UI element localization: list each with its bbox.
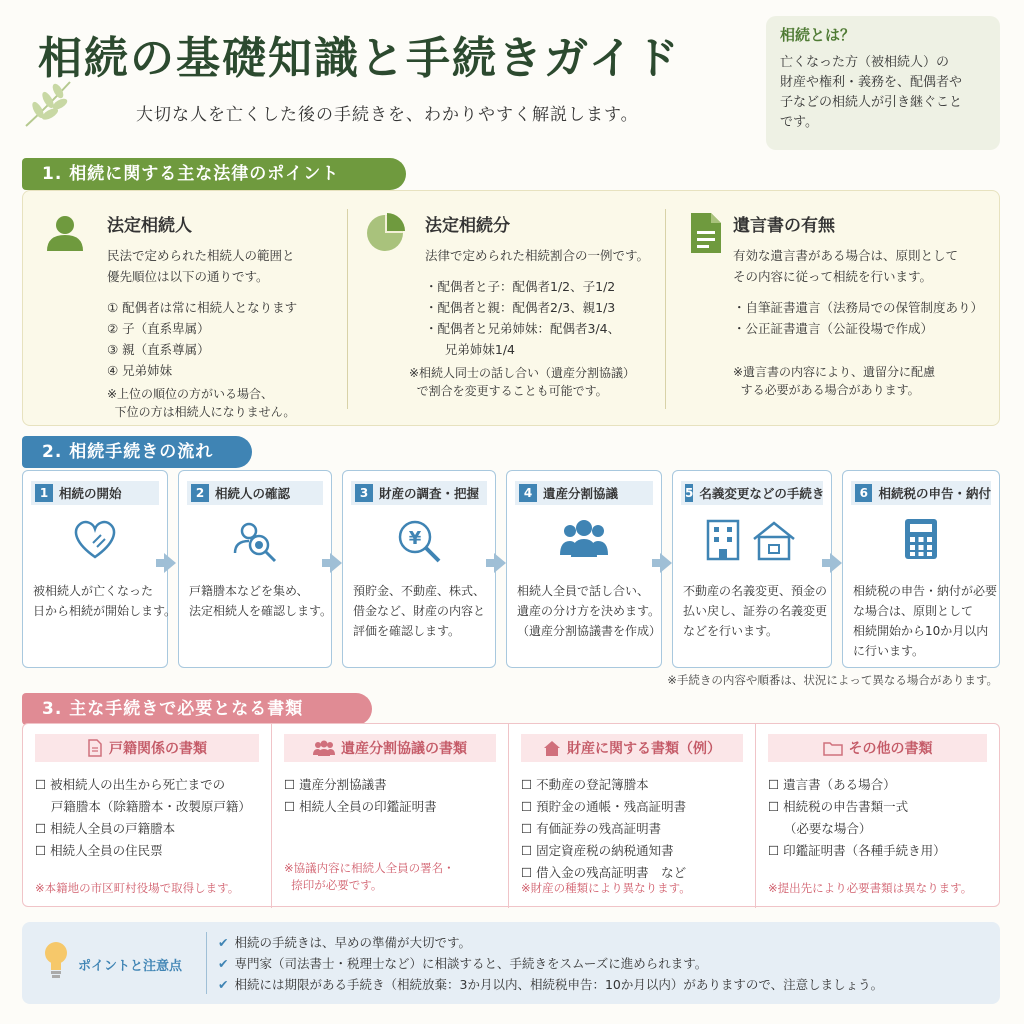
will-intro: その内容に従って相続を行います。 [733, 269, 933, 284]
step-card [22, 470, 177, 668]
arrow-right-icon [660, 553, 672, 573]
list-item: ・配偶者と兄弟姉妹：配偶者3/4、 [425, 321, 621, 336]
documents-panel [22, 723, 1000, 907]
building-house-icon [702, 517, 802, 561]
page-subtitle: 大切な人を亡くした後の手続きを、わかりやすく解説します。 [136, 105, 639, 125]
step-description: 相続人全員で話し合い、 遺産の分け方を決めます。 （遺産分割協議書を作成） [517, 584, 662, 638]
legal-shares-column [349, 191, 665, 427]
will-note: ※遺言書の内容により、遺留分に配慮 する必要がある場合があります。 [733, 365, 936, 397]
arrow-right-icon [830, 553, 842, 573]
step-card [842, 470, 1000, 668]
legal-shares-note: ※相続人同士の話し合い（遺産分割協議） で割合を変更することも可能です。 [409, 366, 636, 398]
step-description: 不動産の名義変更、預金の 払い戻し、証券の名義変更 などを行います。 [683, 584, 828, 638]
list-item: ✔ 相続には期限がある手続き（相続放棄：3か月以内、相続税申告：10か月以内）がありますので、注意しましょう。 [218, 977, 884, 992]
arrow-right-icon [494, 553, 506, 573]
list-item: ・公正証書遺言（公証役場で作成） [733, 321, 934, 336]
arrow-right-icon [330, 553, 342, 573]
check-icon: ✔ [218, 977, 229, 992]
list-item: ・自筆証書遺言（法務局での保管制度あり） [733, 300, 984, 315]
section1-title: 1. 相続に関する主な法律のポイント [22, 158, 406, 190]
person-icon [43, 211, 87, 255]
legal-heirs-intro: 優先順位は以下の通りです。 [107, 269, 269, 284]
list-item: ☐ 有価証券の残高証明書 [521, 821, 662, 836]
check-icon: ✔ [218, 935, 229, 950]
law-points-panel [22, 190, 1000, 426]
pie-chart-icon [363, 211, 407, 255]
documents-column-heading: その他の書類 [848, 741, 933, 757]
documents-column-note: ※本籍地の市区町村役場で取得します。 [35, 881, 240, 895]
list-item: ✔ 相続の手続きは、早めの準備が大切です。 [218, 935, 471, 950]
step-label: 財産の調査・把握 [379, 486, 480, 501]
legal-heirs-intro: 民法で定められた相続人の範囲と [107, 248, 295, 263]
documents-column-note: ※財産の種類により異なります。 [521, 881, 691, 895]
flow-note: ※手続きの内容や順番は、状況によって異なる場合があります。 [667, 673, 998, 687]
step-label: 相続の開始 [59, 486, 122, 501]
legal-shares-heading: 法定相続分 [425, 216, 510, 236]
documents-column [756, 724, 999, 908]
legal-heirs-note: ※上位の順位の方がいる場合、 下位の方は相続人になりません。 [107, 387, 296, 419]
legal-heirs-heading: 法定相続人 [107, 216, 192, 236]
list-item: ・配偶者と子：配偶者1/2、子1/2 [425, 279, 616, 294]
what-is-body: 亡くなった方（被相続人）の 財産や権利・義務を、配偶者や 子などの相続人が引き継ぐこと です。 [780, 55, 963, 130]
list-item: ③ 親（直系尊属） [107, 342, 210, 357]
list-item: ☐ 固定資産税の納税通知書 [521, 843, 674, 858]
documents-column-note: ※協議内容に相続人全員の署名・ 捺印が必要です。 [284, 861, 455, 892]
list-item: ☐ 印鑑証明書（各種手続き用） [768, 843, 946, 858]
section3-title: 3. 主な手続きで必要となる書類 [22, 693, 372, 725]
list-item: ☐ 遺言書（ある場合） [768, 777, 896, 792]
points-heading: ポイントと注意点 [78, 959, 183, 974]
list-item: ・配偶者と親：配偶者2/3、親1/3 [425, 300, 616, 315]
will-heading: 遺言書の有無 [733, 216, 835, 236]
group-icon [558, 517, 610, 561]
documents-column-note: ※提出先により必要書類は異なります。 [768, 881, 973, 895]
points-box [22, 922, 1000, 1004]
yen-search-icon [395, 517, 443, 565]
svg-text:¥: ¥ [408, 528, 422, 549]
list-item: （必要な場合） [768, 821, 872, 836]
documents-column-heading: 戸籍関係の書類 [109, 741, 207, 757]
list-item: ✔ 専門家（司法書士・税理士など）に相談すると、手続きをスムーズに進められます。 [218, 956, 708, 971]
what-is-heading: 相続とは？ [780, 26, 856, 44]
person-search-icon [231, 517, 279, 565]
list-item: ☐ 相続人全員の印鑑証明書 [284, 799, 437, 814]
calculator-icon [903, 517, 939, 561]
step-card [178, 470, 332, 668]
step-label: 相続人の確認 [215, 486, 291, 501]
documents-column [509, 724, 755, 908]
house-icon [543, 740, 561, 756]
list-item: ☐ 借入金の残高証明書 など [521, 865, 687, 880]
list-item: 兄弟姉妹1/4 [425, 342, 515, 357]
step-description: 相続税の申告・納付が必要 な場合は、原則として 相続開始から10か月以内 に行います。 [853, 584, 998, 658]
step-card [342, 470, 496, 668]
documents-column [272, 724, 508, 908]
what-is-box [766, 16, 1000, 150]
step-number: 3 [355, 484, 373, 502]
document-icon [683, 211, 727, 255]
list-item: ☐ 預貯金の通帳・残高証明書 [521, 799, 687, 814]
step-label: 相続税の申告・納付 [878, 486, 991, 501]
step-description: 預貯金、不動産、株式、 借金など、財産の内容と 評価を確認します。 [353, 584, 486, 638]
list-item: ☐ 不動産の登記簿謄本 [521, 777, 649, 792]
list-item: 戸籍謄本（除籍謄本・改製原戸籍） [35, 799, 251, 814]
page-title: 相続の基礎知識と手続きガイド [38, 33, 681, 84]
list-item: ☐ 相続税の申告書類一式 [768, 799, 909, 814]
documents-column-heading: 遺産分割協議の書類 [341, 741, 467, 757]
arrow-right-icon [164, 553, 176, 573]
lightbulb-icon [42, 940, 70, 980]
check-icon: ✔ [218, 956, 229, 971]
step-number: 6 [855, 484, 872, 502]
step-description: 戸籍謄本などを集め、 法定相続人を確認します。 [189, 584, 333, 618]
section2-title: 2. 相続手続きの流れ [22, 436, 252, 468]
legal-heirs-column [23, 191, 345, 427]
list-item: ☐ 相続人全員の住民票 [35, 843, 163, 858]
group-icon [313, 740, 335, 756]
list-item: ☐ 相続人全員の戸籍謄本 [35, 821, 176, 836]
documents-column-heading: 財産に関する書類（例） [567, 741, 721, 757]
list-item: ④ 兄弟姉妹 [107, 363, 173, 378]
list-item: ① 配偶者は常に相続人となります [107, 300, 298, 315]
step-card [672, 470, 832, 668]
will-intro: 有効な遺言書がある場合は、原則として [733, 248, 959, 263]
step-card [506, 470, 662, 668]
will-column [667, 191, 1001, 427]
step-number: 2 [191, 484, 209, 502]
step-description: 被相続人が亡くなった 日から相続が開始します。 [33, 584, 177, 618]
legal-shares-intro: 法律で定められた相続割合の一例です。 [425, 248, 650, 263]
folder-icon [823, 740, 843, 756]
list-item: ☐ 遺産分割協議書 [284, 777, 387, 792]
step-number: 5 [685, 486, 694, 500]
list-item: ☐ 被相続人の出生から死亡までの [35, 777, 226, 792]
heart-icon [71, 517, 119, 561]
step-label: 遺産分割協議 [543, 486, 619, 501]
documents-column [23, 724, 271, 908]
document-icon [87, 739, 103, 757]
list-item: ② 子（直系卑属） [107, 321, 210, 336]
step-number: 4 [519, 484, 537, 502]
step-label: 名義変更などの手続き [699, 486, 825, 501]
step-number: 1 [35, 484, 53, 502]
